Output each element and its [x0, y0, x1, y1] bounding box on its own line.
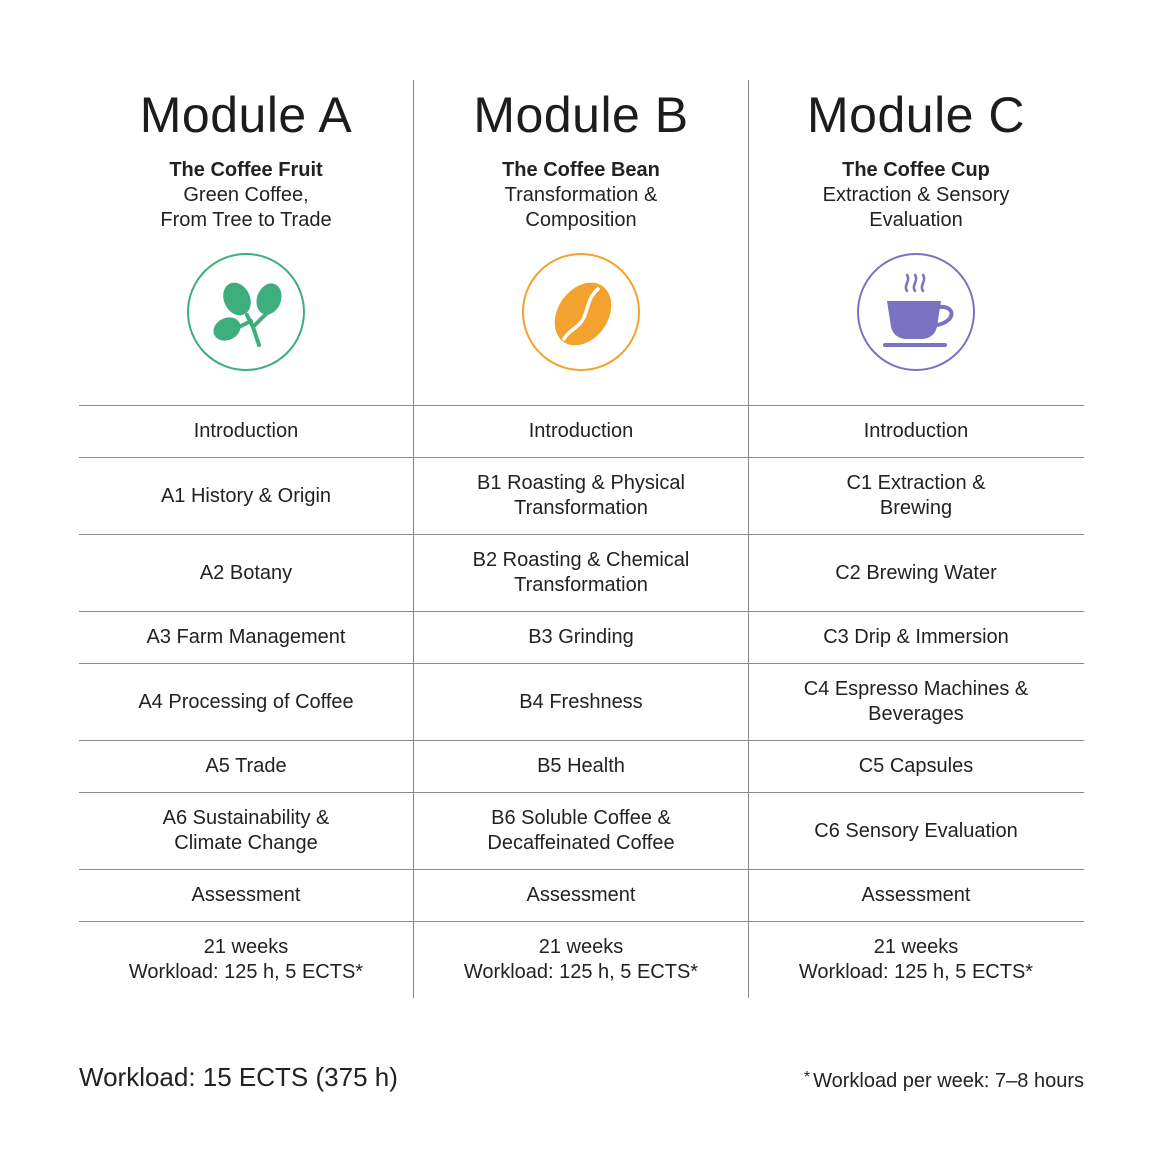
module-c-unit-c4: C4 Espresso Machines & Beverages — [803, 678, 1029, 725]
module-a-header — [79, 80, 413, 233]
module-a-title: Module A — [139, 87, 353, 143]
module-b-header — [414, 80, 748, 233]
module-c-unit-c5: C5 Capsules — [858, 755, 974, 777]
module-c-introduction: Introduction — [863, 420, 969, 442]
module-a-introduction: Introduction — [193, 420, 299, 442]
module-b-unit-b2: B2 Roasting & Chemical Transformation — [472, 549, 690, 596]
module-a-unit-a4: A4 Processing of Coffee — [138, 690, 354, 713]
footnote-text: Workload per week: 7–8 hours — [813, 1070, 1084, 1092]
weekly-workload-note — [804, 1065, 1084, 1094]
module-b-unit-b1: B1 Roasting & Physical Transformation — [477, 472, 685, 519]
module-a-unit-a3: A3 Farm Management — [146, 626, 346, 648]
total-workload: Workload: 15 ECTS (375 h) — [79, 1062, 398, 1092]
module-b-workload: 21 weeks Workload: 125 h, 5 ECTS* — [463, 936, 699, 983]
coffee-cup-icon — [857, 253, 975, 371]
module-c-workload: 21 weeks Workload: 125 h, 5 ECTS* — [798, 936, 1034, 983]
leaf-icon — [187, 253, 305, 371]
footnote-star: * — [803, 1069, 811, 1086]
module-b-unit-b6: B6 Soluble Coffee & Decaffeinated Coffee — [487, 807, 675, 854]
module-c-unit-c6: C6 Sensory Evaluation — [814, 819, 1018, 842]
module-b-subtitle: Transformation & Composition — [504, 184, 658, 231]
module-c-header — [749, 80, 1083, 233]
module-c-assessment: Assessment — [861, 884, 971, 906]
module-b-unit-b5: B5 Health — [537, 755, 625, 777]
module-b-name: The Coffee Bean — [502, 159, 660, 181]
module-b-title: Module B — [473, 87, 689, 143]
module-b-assessment: Assessment — [526, 884, 636, 906]
module-c-unit-c3: C3 Drip & Immersion — [823, 626, 1009, 648]
module-c-title: Module C — [807, 87, 1025, 143]
module-a-unit-a6: A6 Sustainability & Climate Change — [162, 807, 330, 854]
module-a-unit-a2: A2 Botany — [199, 561, 293, 584]
module-a-assessment: Assessment — [191, 884, 301, 906]
module-c-subtitle: Extraction & Sensory Evaluation — [822, 184, 1010, 231]
module-b-introduction: Introduction — [528, 420, 634, 442]
module-b-unit-b3: B3 Grinding — [528, 626, 634, 648]
module-a-subtitle: Green Coffee, From Tree to Trade — [160, 184, 332, 231]
module-c-unit-c2: C2 Brewing Water — [835, 561, 997, 584]
module-a-unit-a1: A1 History & Origin — [160, 484, 332, 507]
module-a-name: The Coffee Fruit — [169, 159, 323, 181]
coffee-bean-icon — [522, 253, 640, 371]
module-b-unit-b4: B4 Freshness — [519, 690, 643, 713]
module-c-unit-c1: C1 Extraction & Brewing — [846, 472, 986, 519]
module-c-name: The Coffee Cup — [842, 159, 990, 181]
module-a-workload: 21 weeks Workload: 125 h, 5 ECTS* — [128, 936, 364, 983]
module-a-unit-a5: A5 Trade — [205, 755, 287, 777]
